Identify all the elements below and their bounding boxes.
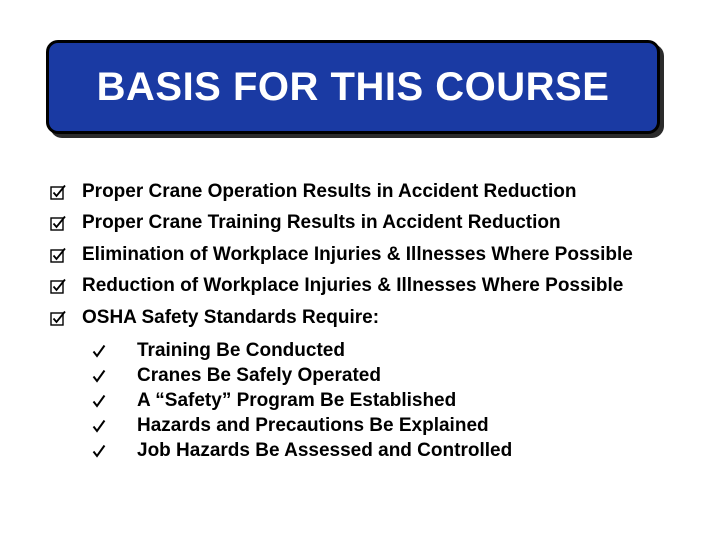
checkmark-icon — [92, 419, 137, 433]
checkmark-icon — [92, 344, 137, 358]
sub-bullet-text: Training Be Conducted — [137, 339, 345, 361]
checkmark-icon — [92, 444, 137, 458]
main-bullet-list — [50, 176, 710, 334]
checkbox-checked-icon — [50, 215, 82, 231]
checkmark-icon — [92, 394, 137, 408]
checkbox-checked-icon — [50, 278, 82, 294]
sub-bullet-item — [92, 439, 512, 464]
checkmark-icon — [92, 369, 137, 383]
bullet-item — [50, 271, 710, 303]
sub-bullet-item — [92, 338, 512, 363]
bullet-text: Proper Crane Training Results in Accident Reduction — [82, 212, 561, 234]
bullet-text: OSHA Safety Standards Require: — [82, 306, 380, 328]
sub-bullet-item — [92, 388, 512, 413]
bullet-text: Reduction of Workplace Injuries & Illnesses Where Possible — [82, 275, 624, 297]
bullet-text: Elimination of Workplace Injuries & Illnesses Where Possible — [82, 243, 633, 265]
slide-title: BASIS FOR THIS COURSE — [96, 64, 610, 109]
title-banner — [46, 40, 660, 134]
sub-bullet-text: Job Hazards Be Assessed and Controlled — [137, 440, 513, 462]
sub-bullet-list — [92, 338, 512, 464]
sub-bullet-text: Cranes Be Safely Operated — [137, 364, 381, 386]
bullet-text: Proper Crane Operation Results in Accident Reduction — [82, 180, 577, 202]
checkbox-checked-icon — [50, 184, 82, 200]
sub-bullet-item — [92, 414, 512, 439]
bullet-item — [50, 208, 710, 240]
sub-bullet-item — [92, 363, 512, 388]
sub-bullet-text: Hazards and Precautions Be Explained — [137, 415, 489, 437]
bullet-item — [50, 302, 710, 334]
bullet-item — [50, 239, 710, 271]
checkbox-checked-icon — [50, 247, 82, 263]
sub-bullet-text: A “Safety” Program Be Established — [137, 389, 457, 411]
checkbox-checked-icon — [50, 310, 82, 326]
bullet-item — [50, 176, 710, 208]
